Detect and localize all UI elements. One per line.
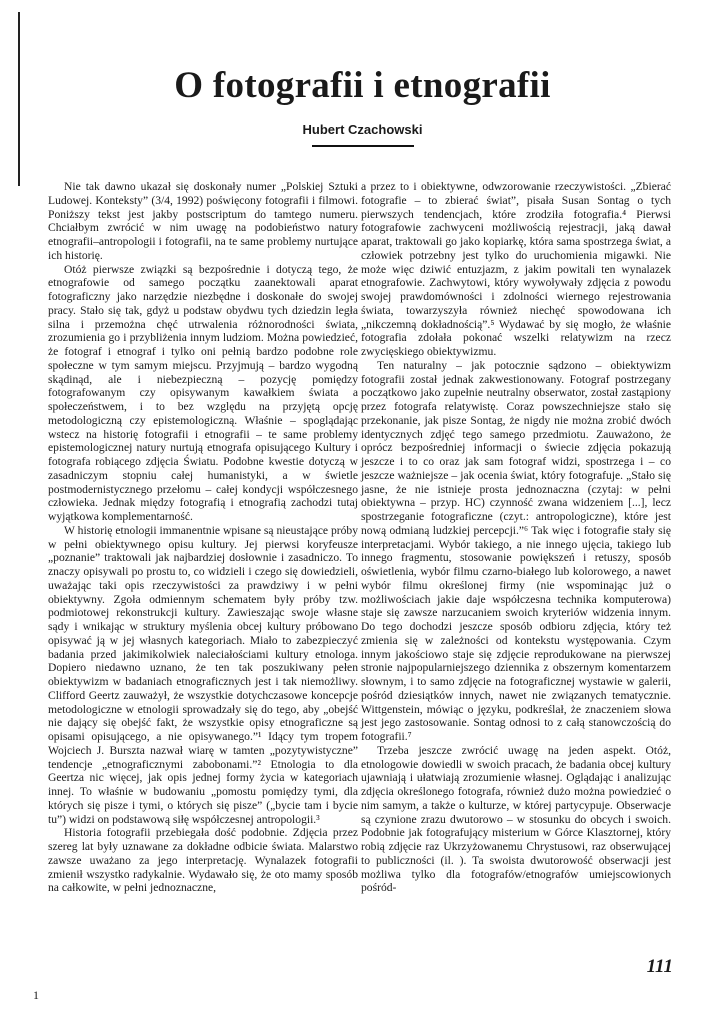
article-author: Hubert Czachowski — [302, 122, 423, 137]
paragraph: Nie tak dawno ukazał się doskonały numer „Polskiej Sztuki Ludowej. Konteksty” (3/4, 1992) poświęcony fotografii i filmowi. Poniższy tekst jest jakby postscriptum do tamtego numeru. Chciałbym zwrócić w nim uwagę na podobieństwo natury etnografii–antropologii i fotografii, na te same problemy nurtujące ich historię. — [48, 180, 358, 262]
paragraph: Ten naturalny – jak potocznie sądzono – obiektywizm fotografii został jednak zakwestionowany. Fotograf postrzegany początkowo jako zupełnie neutralny obserwator, został zastąpiony przez fotografa relatywistę. Coraz powszechniejsze stało się przekonanie, jak pisze Sontag, że nigdy nie można zrobić dwóch identycznych zdjęć tego samego przedmiotu. Zauważono, że oprócz bezpośredniej informacji o świecie zdjęcia pokazują jeszcze i to co oraz jak sam fotograf widzi, spostrzega i – co jeszcze ważniejsze – jak ocenia świat, który fotografuje. „Stało się jasne, że nie istnieje prosta jednoznaczna (czytaj: w pełni obiektywna – przyp. HC) czynność zwana widzeniem [...], lecz spostrzeganie fotograficzne (czyt.: antropologiczne), które jest nową odmianą ludzkiej percepcji.”⁶ Tak więc i fotografie stały się interpretacjami. Wybór takiego, a nie innego ujęcia, takiego lub innego fragmentu, stosowanie powiększeń i retuszy, sposób oświetlenia, wybór filmu czarno-białego lub kolorowego, a nawet wybór filmu określonej firmy (nie wspominając już o możliwościach jakie daje współczesna technika komputerowa) staje się zawsze narzucaniem swoich kryteriów widzenia innym. Do tego dochodzi jeszcze sposób odbioru zdjęcia, który też zmienia się w zależności od kontekstu występowania. Czym innym jakościowo staje się zdjęcie reprodukowane na pierwszej stronie najpopularniejszego dziennika z obszernym komentarzem słownym, i to samo zdjęcie na fotograficznej wystawie w galerii, pośród dziesiątków innych, nawet nie związanych tematycznie. Wittgenstein, mówiąc o języku, podkreślał, że znaczeniem słowa jest jego zastosowanie. Sontag odnosi to z całą stanowczością do fotografii.⁷ — [361, 358, 671, 743]
article-title: O fotografii i etnografii — [174, 65, 551, 106]
right-column — [361, 180, 671, 895]
paragraph: Otóż pierwsze związki są bezpośrednie i dotyczą tego, że etnografowie od samego początku zaanektowali aparat fotograficzny jako narzędzie niezbędne i doskonałe do swojej pracy. Stało się tak, gdyż u podstaw obydwu tych dziedzin legła silna i przemożna chęć utrwalenia różnorodności świata, zrozumienia go i przybliżenia innym ludziom. Można powiedzieć, że fotograf i etnograf i tylko oni pełnią bardzo podobne role społeczne w tym samym miejscu. Przyjmują – bardzo wygodną skądinąd, ale i niebezpieczną – pozycję pomiędzy fotografowanym czy opisywanym kawałkiem świata a społeczeństwem, i to bez względu na przyjętą opcję metodologiczną czy epistemologiczną. Właśnie – spoglądając wstecz na historię fotografii i etnografii – te same problemy epistemologicznej natury nurtują etnografa opisującego Kultury i fotografa robiącego zdjęcia Światu. Podobne kwestie dotyczą w zasadniczym stopniu całej humanistyki, a w świetle postmodernistycznego przełomu – całej kondycji współczesnego człowieka. Jednak między fotografią i etnografią zachodzi tutaj wyjątkowa komplementarność. — [48, 262, 358, 523]
footer-mark: 1 — [33, 988, 39, 1002]
paragraph-continued: a przez to i obiektywne, odwzorowanie rzeczywistości. „Zbierać fotografie – to zbierać świat”, pisała Susan Sontag o tych pierwszych tendencjach, które zrodziła fotografia.⁴ Pierwsi fotografowie zachwyceni możliwością rejestracji, jaką dawał aparat, traktowali go jako kopiarkę, która sama spostrzega świat, a człowiek potrzebny jest tylko do uruchomienia migawki. Nie może więc dziwić entuzjazm, z jakim powitali ten wynalazek etnografowie. Zachwytowi, który wywoływały zdjęcia z powodu swojej prawdomówności i zdolności wiernego rejestrowania świata, towarzyszyła również niechęć spowodowana ich „nikczemną dokładnością”.⁵ Wydawać by się mogło, że właśnie fotografia zdołała pokonać wszelki relatywizm na rzecz zwycięskiego obiektywizmu. — [361, 180, 671, 358]
paragraph: Trzeba jeszcze zwrócić uwagę na jeden aspekt. Otóż, etnologowie dowiedli w swoich pracach, że badania obcej kultury ujawniają i ułatwiają zrozumienie własnej. Oglądając i analizując zdjęcia określonego fotografa, również dużo można powiedzieć o nim samym, a także o kulturze, w której partycypuje. Obserwacje są czynione zrazu dwutorowo – w stosunku do obcych i swoich. Podobnie jak fotografujący misterium w Górce Klasztornej, który robią zdjęcie raz Ukrzyżowanemu Chrystusowi, raz obserwującej to publiczności (il. ). Ta swoista dwutorowość obserwacji jest możliwa tylko dla fotografów/etnografów umiejscowionych pośród- — [361, 743, 671, 895]
author-underline — [312, 145, 414, 147]
left-column — [48, 180, 358, 895]
paragraph: Historia fotografii przebiegała dość podobnie. Zdjęcia przez szereg lat były uznawane za dokładne odbicie świata. Malarstwo zawsze uważano za jego interpretację. Wynalazek fotografii zmienił wszystko radykalnie. Wydawało się, że oto mamy sposób na całkowite, w pełni jednoznaczne, — [48, 826, 358, 895]
page-number: 111 — [646, 956, 673, 977]
paragraph: W historię etnologii immanentnie wpisane są nieustające próby w pełni obiektywnego opisu kultury. Jej pierwsi koryfeusze „poznanie” traktowali jak najbardziej dosłownie i zasadniczo. To znaczy opisywali po prostu to, co widzieli i czego się dowiedzieli, uważając taki opis rzeczywistości za prawdziwy i w pełni obiektywny. Zgoła odmiennym schematem były próby tzw. podmiotowej rekonstrukcji kultury. Zawieszając swoje własne sądy i wnikając w struktury myślenia obcej kultury próbowano opisywać ją w jej własnych kategoriach. Miało to zabezpieczyć badania przed jakimikolwiek naleciałościami kultury etnologa. Dopiero niedawno uznano, że ten tak poszukiwany pełen obiektywizm w badaniach etnograficznych jest i tak niemożliwy. Clifford Geertz zauważył, że wszystkie dotychczasowe koncepcje metodologiczne w etnologii sprowadzały się do tego, aby „obejść nie dający się obejść fakt, że wszystkie opisy etnograficzne są opisami opisującego, a nie opisywanego.”¹ Idący tym tropem Wojciech J. Burszta nazwał wiarę w tamten „pozytywistyczne” tendencje „etnograficznymi zabobonami.”² Etnologia to dla Geertza nic więcej, jak opis jednej formy życia w kategoriach innej. To właśnie w budowaniu „pomostu pomiędzy tymi, dla których się pisze i tymi, o których się pisze” („bycie tam i bycie tu”) widzi on podstawową siłę współczesnej antropologii.³ — [48, 523, 358, 826]
